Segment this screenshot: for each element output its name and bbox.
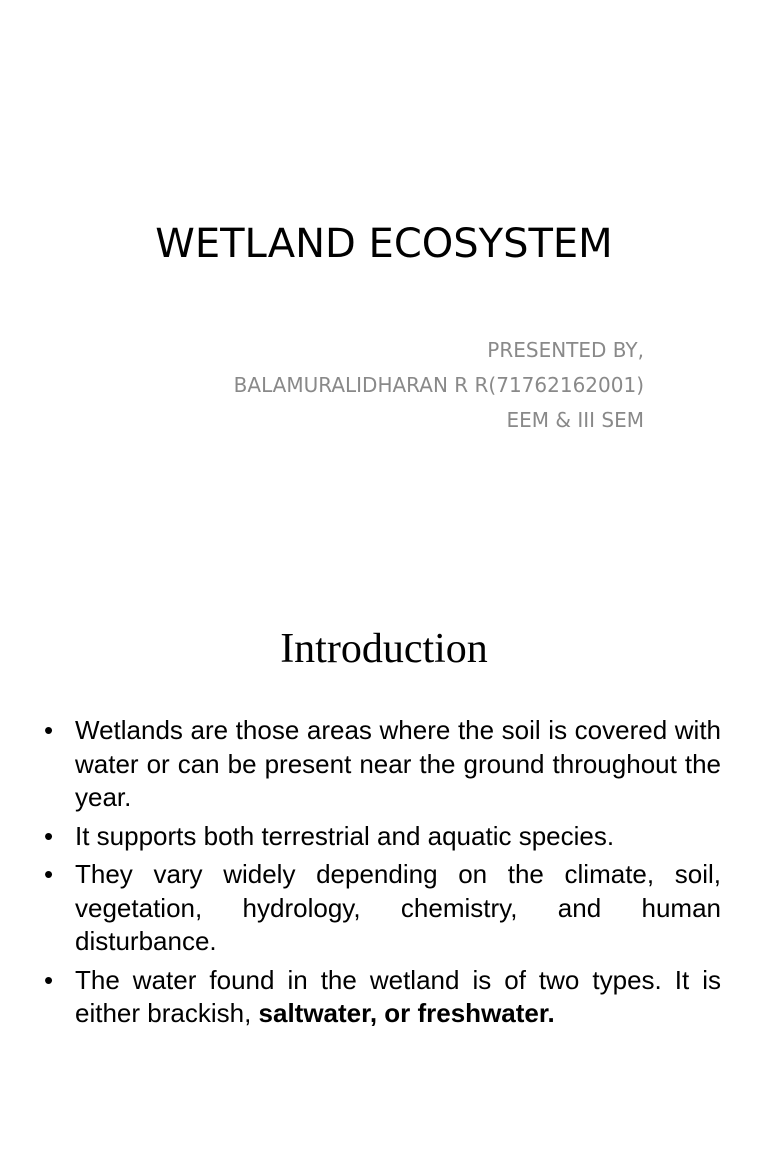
bullet-text: Wetlands are those areas where the soil is covered with water or can be present near the ground throughout the year. [75, 715, 721, 812]
bullet-item-3 [44, 858, 721, 959]
slide-title: WETLAND ECOSYSTEM [155, 221, 613, 267]
bullet-text: The water found in the wetland is of two types. It is either brackish, [75, 964, 721, 1028]
bullet-icon: • [44, 715, 54, 745]
bullet-text: They vary widely depending on the climate, soil, vegetation, hydrology, chemistry, and human disturbance. [75, 859, 721, 956]
course-line: EEM & III SEM [506, 408, 644, 432]
presenter-info [234, 333, 644, 438]
bullet-list [44, 714, 721, 1036]
bullet-text-bold: saltwater, or freshwater. [258, 998, 555, 1028]
bullet-item-4 [44, 964, 721, 1031]
slide-heading: Introduction [280, 626, 488, 672]
bullet-item-1 [44, 714, 721, 815]
bullet-text: It supports both terrestrial and aquatic species. [75, 820, 615, 851]
bullet-icon: • [44, 820, 54, 851]
bullet-icon: • [44, 964, 54, 995]
bullet-icon: • [44, 859, 54, 889]
bullet-item-2 [44, 820, 721, 854]
presented-by-line: PRESENTED BY, [487, 338, 644, 362]
introduction-slide [0, 576, 768, 1152]
presenter-name-line: BALAMURALIDHARAN R R(71762162001) [233, 373, 644, 397]
